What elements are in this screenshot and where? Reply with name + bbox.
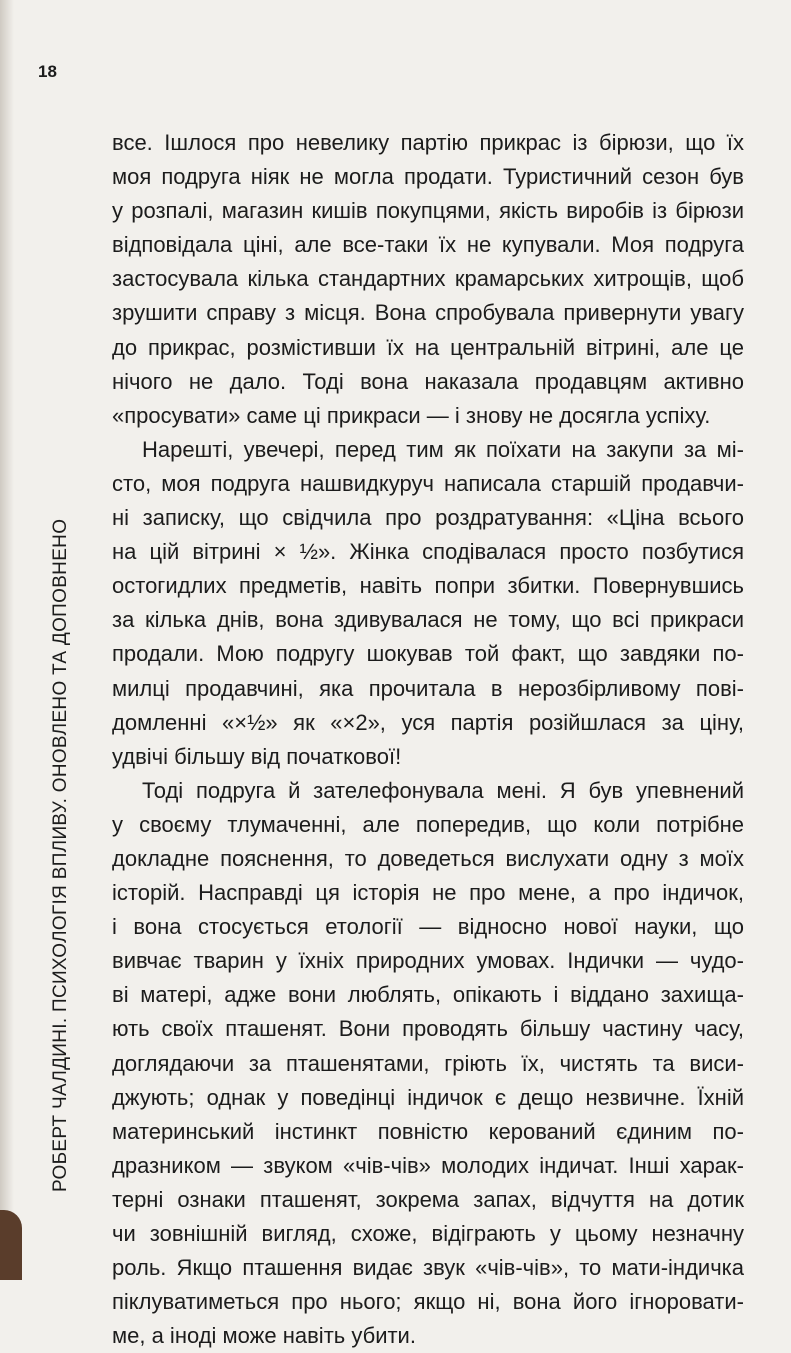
text-line: моя подруга ніяк не могла продати. Туристичний сезон був <box>112 164 744 190</box>
text-line: удвічі більшу від початкової! <box>112 743 402 769</box>
text-line: Тоді подруга й зателефонувала мені. Я був упевнений <box>142 777 744 803</box>
book-cover-corner <box>0 1210 22 1280</box>
text-line: за кілька днів, вона здивувалася не тому, що всі прикраси <box>112 607 744 633</box>
text-line: ме, а іноді може навіть убити. <box>112 1323 416 1349</box>
body-text <box>112 126 744 1353</box>
text-line: піклуватиметься про нього; якщо ні, вона його ігноровати- <box>112 1289 744 1315</box>
text-line: чи зовнішній вигляд, схоже, відіграють у цьому незначну <box>112 1221 744 1246</box>
text-line: у своєму тлумаченні, але попередив, що коли потрібне <box>112 811 744 837</box>
text-line: дразником — звуком «чів-чів» молодих індичат. Інші харак- <box>112 1152 744 1178</box>
text-line: ють своїх пташенят. Вони проводять більшу частину часу, <box>112 1016 744 1042</box>
paragraph <box>112 774 744 1353</box>
text-line: нічого не дало. Тоді вона наказала продавцям активно <box>112 368 744 394</box>
text-line: історій. Насправді ця історія не про мене, а про індичок, <box>112 880 744 906</box>
text-line: і вона стосується етології — відносно нової науки, що <box>112 914 744 940</box>
text-line: ні записку, що свідчила про роздратування: «Ціна всього <box>112 505 744 531</box>
page-number: 18 <box>38 62 57 81</box>
text-line: зрушити справу з місця. Вона спробувала привернути увагу <box>112 300 744 326</box>
text-line: застосувала кілька стандартних крамарських хитрощів, щоб <box>112 266 744 292</box>
text-line: терні ознаки пташенят, зокрема запах, відчуття на дотик <box>112 1186 744 1212</box>
text-line: ві матері, адже вони люблять, опікають і віддано захища- <box>112 982 744 1008</box>
text-line: відповідала ціні, але все-таки їх не купували. Моя подруга <box>112 232 744 258</box>
page-edge-shadow <box>0 0 14 1280</box>
text-line: роль. Якщо пташення видає звук «чів-чів», то мати-індичка <box>112 1255 744 1281</box>
text-line: у розпалі, магазин кишів покупцями, якість виробів із бірюзи <box>112 198 744 224</box>
text-line: сто, моя подруга нашвидкуруч написала старшій продавчи- <box>112 470 744 496</box>
text-line: доглядаючи за пташенятами, гріють їх, чистять та виси- <box>112 1050 744 1076</box>
text-line: милці продавчині, яка прочитала в нерозбірливому пові- <box>112 675 744 701</box>
text-line: вивчає тварин у їхніх природних умовах. Індички — чудо- <box>112 948 744 974</box>
text-line: «просувати» саме ці прикраси — і знову не досягла успіху. <box>112 402 711 428</box>
text-line: материнський інстинкт повністю керований єдиним по- <box>112 1118 744 1144</box>
text-line: домленні «×½» як «×2», уся партія розійшлася за ціну, <box>112 709 744 735</box>
text-line: докладне пояснення, то доведеться вислухати одну з моїх <box>112 845 744 871</box>
paragraph <box>112 433 744 774</box>
text-line: джують; однак у поведінці індичок є дещо незвичне. Їхній <box>112 1084 744 1110</box>
text-line: продали. Мою подругу шокував той факт, що завдяки по- <box>112 641 744 667</box>
text-line: Нарешті, увечері, перед тим як поїхати на закупи за мі- <box>142 436 744 462</box>
text-line: остогидлих предметів, навіть попри збитки. Повернувшись <box>112 573 744 599</box>
paragraph <box>112 126 744 433</box>
text-line: на цій вітрині × ½». Жінка сподівалася просто позбутися <box>112 539 744 565</box>
running-head: РОБЕРТ ЧАЛДИНІ. ПСИХОЛОГІЯ ВПЛИВУ. ОНОВЛЕНО ТА ДОПОВНЕНО <box>50 518 71 1192</box>
text-line: до прикрас, розмістивши їх на центральній вітрині, але це <box>112 334 744 360</box>
text-line: все. Ішлося про невелику партію прикрас із бірюзи, що їх <box>112 130 744 155</box>
